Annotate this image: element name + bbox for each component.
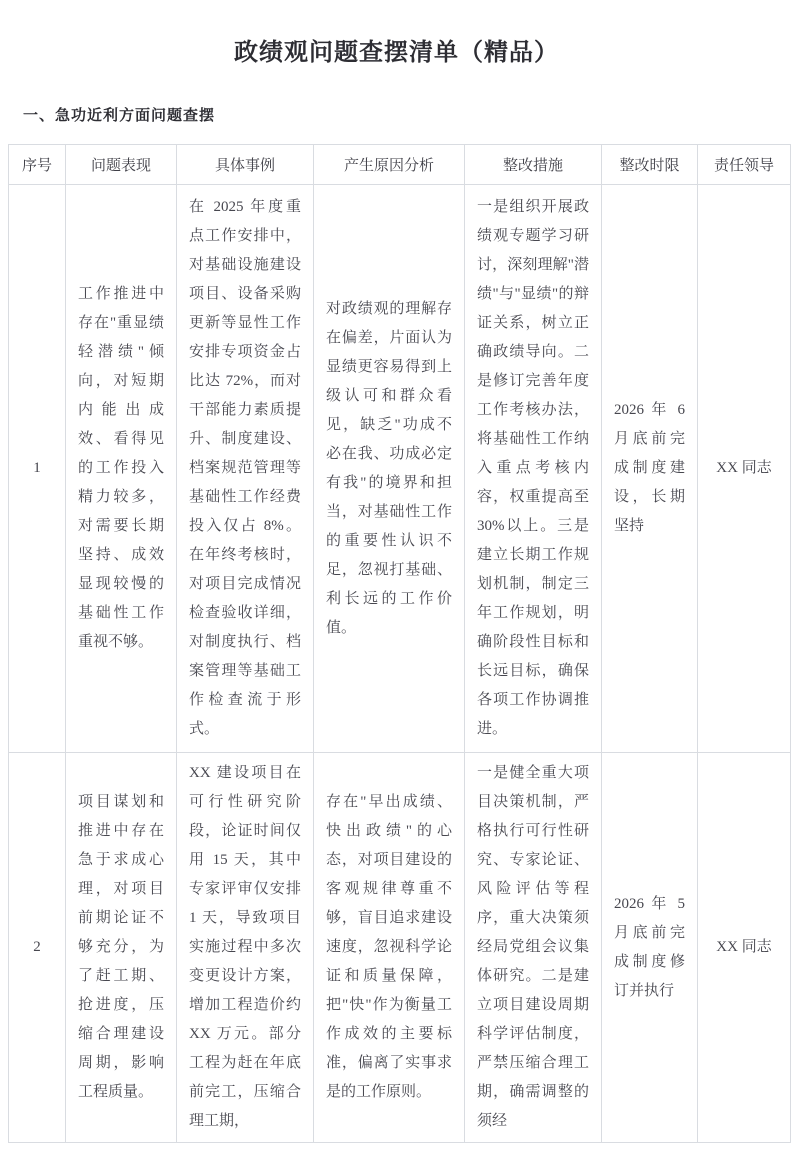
header-cell-measures: 整改措施 — [465, 145, 602, 185]
cell-index: 2 — [9, 753, 66, 1143]
header-cell-example: 具体事例 — [177, 145, 314, 185]
cell-measures: 一是健全重大项目决策机制，严格执行可行性研究、专家论证、风险评估等程序，重大决策须经局党组会议集体研究。二是建立项目建设周期科学评估制度，严禁压缩合理工期，确需调整的须经 — [465, 753, 602, 1143]
problems-table — [8, 144, 791, 1143]
cell-problem: 工作推进中存在"重显绩轻潜绩"倾向，对短期内能出成效、看得见的工作投入精力较多，对需要长期坚持、成效显现较慢的基础性工作重视不够。 — [66, 185, 177, 753]
section-heading: 一、急功近利方面问题查摆 — [23, 108, 216, 124]
header-cell-index: 序号 — [9, 145, 66, 185]
cell-cause: 对政绩观的理解存在偏差，片面认为显绩更容易得到上级认可和群众看见，缺乏"功成不必在我、功成必定有我"的境界和担当，对基础性工作的重要性认识不足，忽视打基础、利长远的工作价值。 — [314, 185, 465, 753]
page-title: 政绩观问题查摆清单（精品） — [234, 40, 559, 66]
cell-deadline: 2026 年 6 月底前完成制度建设，长期坚持 — [602, 185, 698, 753]
header-cell-problem: 问题表现 — [66, 145, 177, 185]
table-row — [9, 185, 791, 753]
cell-problem: 项目谋划和推进中存在急于求成心理，对项目前期论证不够充分，为了赶工期、抢进度，压缩合理建设周期，影响工程质量。 — [66, 753, 177, 1143]
cell-deadline: 2026 年 5 月底前完成制度修订并执行 — [602, 753, 698, 1143]
header-cell-deadline: 整改时限 — [602, 145, 698, 185]
cell-example: 在 2025 年度重点工作安排中，对基础设施建设项目、设备采购更新等显性工作安排专项资金占比达 72%，而对干部能力素质提升、制度建设、档案规范管理等基础性工作经费投入仅占 8%。在年终考核时，对项目完成情况检查验收详细，对制度执行、档案管理等基础工作检查流于形式。 — [177, 185, 314, 753]
table-row — [9, 753, 791, 1143]
table-header-row — [9, 145, 791, 185]
cell-measures: 一是组织开展政绩观专题学习研讨，深刻理解"潜绩"与"显绩"的辩证关系，树立正确政绩导向。二是修订完善年度工作考核办法，将基础性工作纳入重点考核内容，权重提高至 30%以上。三是建立长期工作规划机制，制定三年工作规划，明确阶段性目标和长远目标，确保各项工作协调推进。 — [465, 185, 602, 753]
cell-index: 1 — [9, 185, 66, 753]
cell-cause: 存在"早出成绩、快出政绩"的心态，对项目建设的客观规律尊重不够，盲目追求建设速度，忽视科学论证和质量保障，把"快"作为衡量工作成效的主要标准，偏离了实事求是的工作原则。 — [314, 753, 465, 1143]
header-cell-leader: 责任领导 — [698, 145, 791, 185]
cell-leader: XX 同志 — [698, 753, 791, 1143]
cell-example: XX 建设项目在可行性研究阶段，论证时间仅用 15 天，其中专家评审仅安排 1 天，导致项目实施过程中多次变更设计方案，增加工程造价约 XX 万元。部分工程为赶在年底前完工，压缩合理工期， — [177, 753, 314, 1143]
header-cell-cause: 产生原因分析 — [314, 145, 465, 185]
cell-leader: XX 同志 — [698, 185, 791, 753]
